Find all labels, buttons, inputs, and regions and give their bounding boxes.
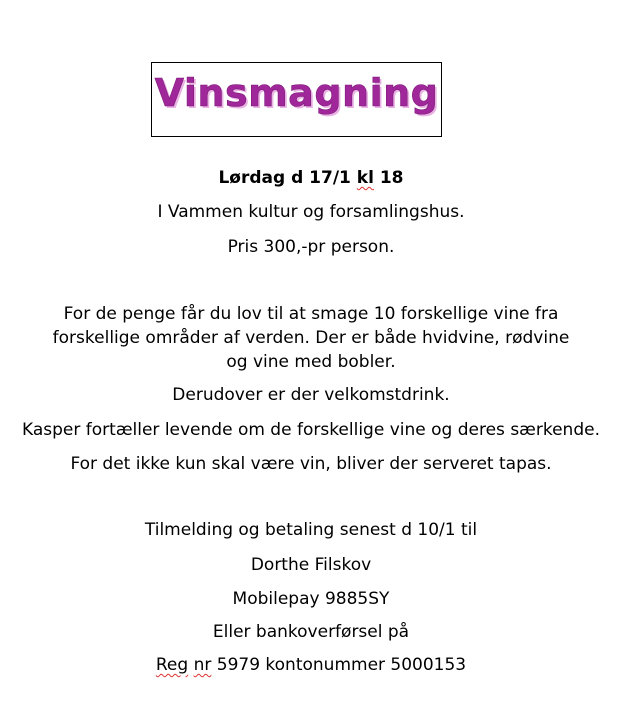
welcome-drink: Derudover er der velkomstdrink. <box>172 385 450 405</box>
event-location: I Vammen kultur og forsamlingshus. <box>157 202 465 222</box>
food-info: For det ikke kun skal være vin, bliver der serveret tapas. <box>70 454 552 474</box>
date-suffix: 18 <box>373 168 404 188</box>
reg-word: Reg <box>155 655 189 675</box>
date-kl: kl <box>356 168 374 188</box>
signup-deadline: Tilmelding og betaling senest d 10/1 til <box>144 520 478 540</box>
mobilepay-number: Mobilepay 9885SY <box>232 589 390 609</box>
reg-nr: nr <box>193 655 212 675</box>
event-price: Pris 300,-pr person. <box>227 237 395 257</box>
bank-account <box>0 653 622 677</box>
event-title: Vinsmagning <box>154 71 439 115</box>
contact-name: Dorthe Filskov <box>250 555 372 575</box>
bank-intro: Eller bankoverførsel på <box>212 622 410 642</box>
date-prefix: Lørdag d 17/1 <box>218 168 357 188</box>
event-date <box>0 166 622 190</box>
event-description: For de penge får du lov til at smage 10 forskellige vine fra forskellige områder af verden. Der er både hvidvine, rødvine og vine med bobler. <box>52 304 570 372</box>
title-box <box>151 62 442 137</box>
reg-rest: 5979 kontonummer 5000153 <box>211 655 467 675</box>
host-info: Kasper fortæller levende om de forskellige vine og deres særkende. <box>22 420 600 440</box>
